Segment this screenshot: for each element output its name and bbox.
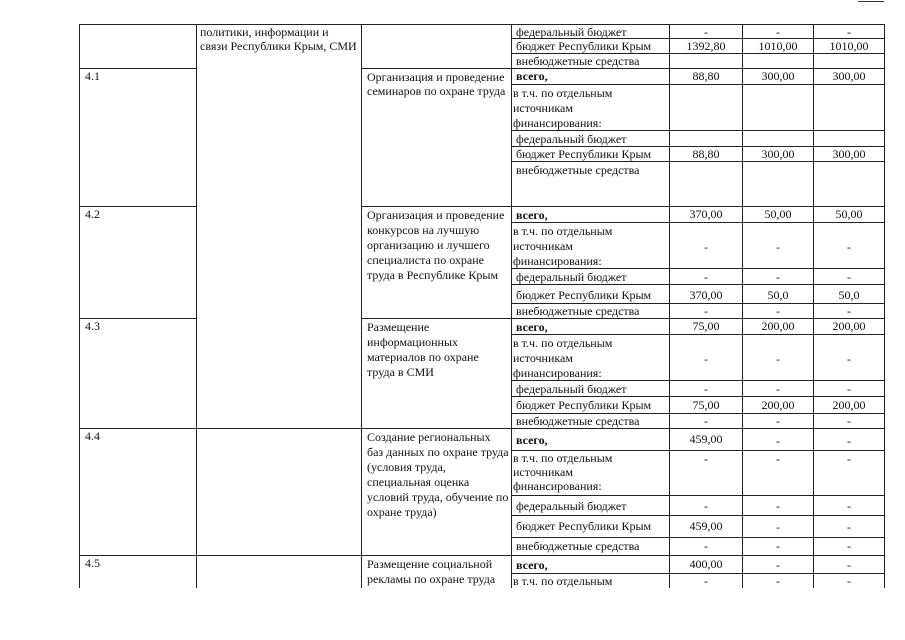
activity-cell: Организация и проведение конкурсов на лучшую организацию и лучшего специалиста по охране труда в Республике Крым: [367, 208, 505, 282]
funding-source-label: внебюджетные средства: [516, 304, 640, 318]
value-cell: 50,00: [835, 207, 863, 221]
executor-cell: политики, информации и связи Республики Крым, СМИ: [200, 25, 357, 53]
funding-source-label: внебюджетные средства: [516, 54, 640, 68]
value-cell: -: [776, 558, 780, 572]
value-cell: 1010,00: [829, 39, 869, 53]
funding-source-label: внебюджетные средства: [516, 539, 640, 553]
value-cell: -: [847, 434, 851, 448]
value-cell: -: [776, 574, 780, 588]
value-cell: -: [704, 352, 708, 366]
item-number: 4.3: [85, 319, 100, 333]
funding-source-label: всего,: [516, 433, 548, 447]
item-number: 4.1: [85, 69, 100, 83]
value-cell: 200,00: [761, 319, 795, 333]
activity-cell: Размещение информационных материалов по охране труда в СМИ: [367, 320, 479, 379]
value-cell: 50,0: [767, 288, 789, 302]
value-cell: -: [704, 539, 708, 553]
funding-source-label: бюджет Республики Крым: [516, 288, 652, 302]
value-cell: -: [776, 240, 780, 254]
funding-source-label: в т.ч. по отдельным источникам финансирования:: [513, 86, 613, 130]
funding-source-label: в т.ч. по отдельным источникам финансирования:: [513, 224, 613, 268]
funding-source-label: всего,: [516, 69, 548, 83]
value-cell: 459,00: [689, 519, 723, 533]
value-cell: -: [847, 520, 851, 534]
value-cell: 400,00: [689, 557, 723, 571]
value-cell: -: [776, 382, 780, 396]
value-cell: -: [704, 382, 708, 396]
value-cell: -: [847, 240, 851, 254]
value-cell: -: [704, 574, 708, 588]
activity-cell: Организация и проведение семинаров по охране труда: [367, 70, 506, 98]
funding-source-label: федеральный бюджет: [516, 382, 627, 396]
value-cell: 300,00: [832, 147, 866, 161]
value-cell: -: [776, 539, 780, 553]
funding-source-label: в т.ч. по отдельным источникам финансирования:: [513, 451, 613, 493]
value-cell: -: [704, 304, 708, 318]
value-cell: -: [847, 499, 851, 513]
funding-source-label: бюджет Республики Крым: [516, 147, 652, 161]
value-cell: 200,00: [761, 398, 795, 412]
value-cell: -: [847, 382, 851, 396]
value-cell: -: [847, 539, 851, 553]
value-cell: -: [776, 414, 780, 428]
value-cell: -: [776, 499, 780, 513]
funding-source-label: федеральный бюджет: [516, 499, 627, 513]
funding-source-label: всего,: [516, 208, 548, 222]
value-cell: -: [776, 452, 780, 466]
funding-source-label: внебюджетные средства: [516, 163, 640, 177]
funding-source-label: бюджет Республики Крым: [516, 39, 652, 53]
value-cell: -: [704, 240, 708, 254]
value-cell: -: [847, 558, 851, 572]
value-cell: -: [847, 452, 851, 466]
value-cell: -: [776, 25, 780, 39]
value-cell: -: [847, 270, 851, 284]
funding-source-label: в т.ч. по отдельным: [513, 574, 613, 588]
value-cell: -: [704, 270, 708, 284]
value-cell: -: [704, 499, 708, 513]
value-cell: -: [847, 414, 851, 428]
value-cell: 50,00: [764, 207, 792, 221]
value-cell: 88,80: [692, 147, 720, 161]
value-cell: 88,80: [692, 69, 720, 83]
value-cell: -: [847, 25, 851, 39]
funding-source-label: бюджет Республики Крым: [516, 398, 652, 412]
activity-cell: Размещение социальной рекламы по охране труда: [367, 557, 496, 586]
value-cell: 75,00: [692, 319, 720, 333]
value-cell: 200,00: [832, 319, 866, 333]
funding-source-label: всего,: [516, 320, 548, 334]
value-cell: -: [847, 352, 851, 366]
funding-source-label: всего,: [516, 558, 548, 572]
value-cell: -: [776, 352, 780, 366]
item-number: 4.5: [85, 556, 100, 570]
item-number: 4.2: [85, 207, 100, 221]
value-cell: 1392,80: [686, 39, 726, 53]
value-cell: -: [704, 25, 708, 39]
funding-source-label: федеральный бюджет: [516, 25, 627, 39]
value-cell: -: [776, 270, 780, 284]
value-cell: 1010,00: [758, 39, 798, 53]
value-cell: -: [776, 304, 780, 318]
value-cell: 200,00: [832, 398, 866, 412]
value-cell: 370,00: [689, 207, 723, 221]
value-cell: -: [847, 574, 851, 588]
item-number: 4.4: [85, 429, 100, 443]
funding-source-label: в т.ч. по отдельным источникам финансирования:: [513, 336, 613, 380]
value-cell: -: [776, 520, 780, 534]
value-cell: 459,00: [689, 432, 723, 446]
value-cell: 300,00: [761, 69, 795, 83]
value-cell: -: [704, 452, 708, 466]
activity-cell: Создание региональных баз данных по охране труда (условия труда, специальная оценка условий труда, обучение по охране труда): [367, 430, 509, 519]
value-cell: -: [704, 414, 708, 428]
value-cell: 50,0: [838, 288, 860, 302]
funding-source-label: федеральный бюджет: [516, 270, 627, 284]
value-cell: 300,00: [832, 69, 866, 83]
value-cell: 370,00: [689, 288, 723, 302]
value-cell: -: [847, 304, 851, 318]
funding-source-label: внебюджетные средства: [516, 414, 640, 428]
value-cell: 75,00: [692, 398, 720, 412]
value-cell: -: [776, 434, 780, 448]
funding-source-label: федеральный бюджет: [516, 132, 627, 146]
value-cell: 300,00: [761, 147, 795, 161]
funding-source-label: бюджет Республики Крым: [516, 519, 652, 533]
